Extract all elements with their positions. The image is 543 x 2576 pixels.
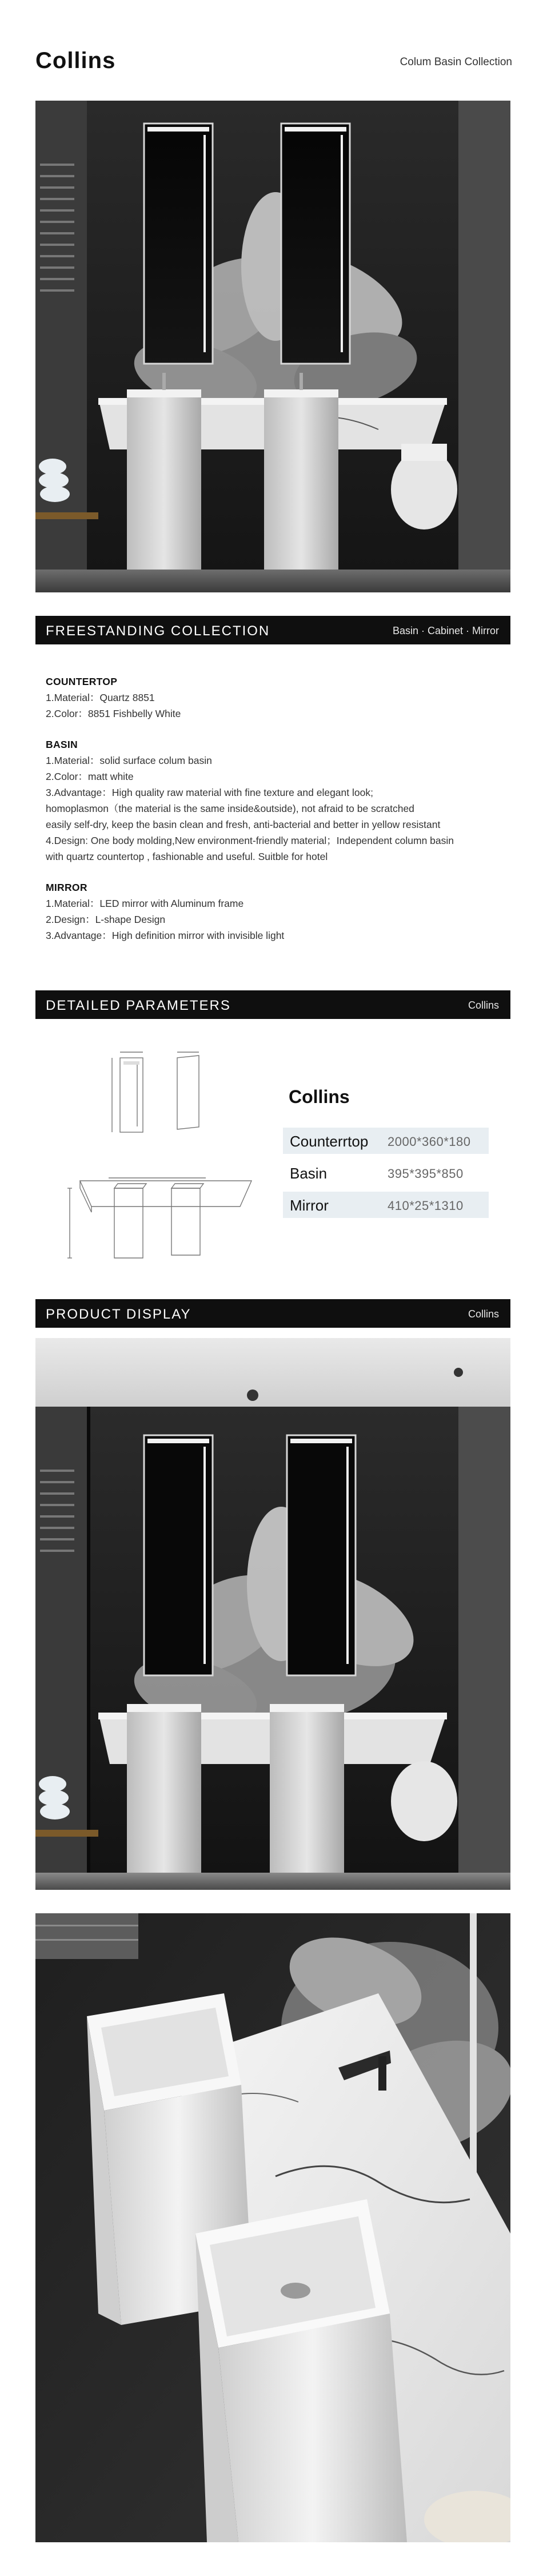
spec-line: easily self-dry, keep the basin clean and fresh, anti-bacterial and better in yellow resistant — [46, 819, 441, 830]
spec-line: with quartz countertop , fashionable and useful. Suitble for hotel — [46, 851, 328, 862]
section-title: FREESTANDING COLLECTION — [46, 623, 270, 639]
spec-line: 2.Color：matt white — [46, 771, 134, 782]
parameter-row-basin — [283, 1160, 489, 1186]
section-subtitle: Collins — [468, 1308, 499, 1320]
section-bar-freestanding — [35, 616, 510, 644]
parameter-value: 395*395*850 — [388, 1166, 464, 1181]
parameter-label: Mirror — [290, 1197, 329, 1214]
section-title: PRODUCT DISPLAY — [46, 1307, 191, 1322]
parameter-label: Basin — [290, 1165, 328, 1182]
spec-heading-basin: BASIN — [46, 739, 78, 750]
parameter-product-name: Collins — [289, 1086, 350, 1107]
parameter-row-countertop — [283, 1128, 489, 1154]
section-subtitle: Basin · Cabinet · Mirror — [392, 625, 499, 636]
spec-line: 3.Advantage：High quality raw material with fine texture and elegant look; — [46, 787, 373, 798]
spec-heading-mirror: MIRROR — [46, 882, 87, 893]
spec-line: 2.Color：8851 Fishbelly White — [46, 708, 181, 719]
spec-line: 2.Design：L-shape Design — [46, 914, 166, 925]
spec-line: 1.Material：solid surface colum basin — [46, 755, 212, 766]
spec-line: 3.Advantage：High definition mirror with invisible light — [46, 930, 285, 941]
parameter-row-mirror — [283, 1192, 489, 1218]
technical-drawing — [57, 1041, 263, 1269]
hero-photo — [35, 101, 510, 592]
spec-line: 4.Design: One body molding,New environment-friendly material；Independent column basin — [46, 835, 454, 846]
section-subtitle: Collins — [468, 1000, 499, 1011]
collection-title: Colum Basin Collection — [400, 56, 512, 68]
spec-line: 1.Material：Quartz 8851 — [46, 692, 155, 703]
closeup-photo — [35, 1913, 510, 2542]
spec-heading-countertop: COUNTERTOP — [46, 676, 118, 687]
parameter-value: 2000*360*180 — [388, 1134, 471, 1149]
parameter-value: 410*25*1310 — [388, 1199, 464, 1213]
brand-title: Collins — [35, 48, 116, 73]
spec-line: homoplasmon（the material is the same inside&outside), not afraid to be scratched — [46, 803, 414, 814]
spec-list — [46, 674, 514, 943]
parameter-label: Counterrtop — [290, 1133, 369, 1150]
section-bar-display — [35, 1299, 510, 1328]
section-bar-parameters — [35, 990, 510, 1019]
spec-line: 1.Material：LED mirror with Aluminum frame — [46, 898, 244, 909]
display-photo — [35, 1338, 510, 1890]
section-title: DETAILED PARAMETERS — [46, 998, 231, 1013]
